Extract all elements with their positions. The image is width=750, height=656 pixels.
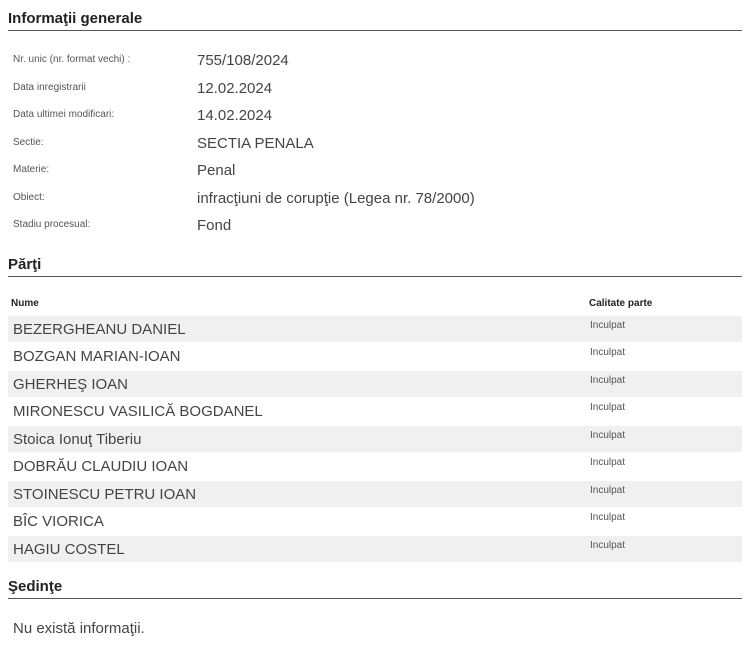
party-role: Inculpat — [590, 540, 626, 551]
party-role: Inculpat — [590, 485, 626, 496]
party-name: BOZGAN MARIAN-IOAN — [13, 348, 181, 365]
table-row — [8, 398, 742, 424]
info-value: SECTIA PENALA — [197, 135, 314, 152]
party-role: Inculpat — [590, 430, 626, 441]
party-name: HAGIU COSTEL — [13, 541, 125, 558]
party-name: STOINESCU PETRU IOAN — [13, 486, 197, 503]
table-row — [8, 371, 742, 397]
party-role: Inculpat — [590, 457, 626, 468]
info-label: Sectie: — [13, 137, 44, 148]
section-title-parties: Părţi — [8, 256, 742, 277]
info-label: Materie: — [13, 164, 50, 175]
party-name: Stoica Ionuţ Tiberiu — [13, 431, 142, 448]
info-value: 12.02.2024 — [197, 80, 273, 97]
party-name: MIRONESCU VASILICĂ BOGDANEL — [13, 403, 263, 420]
table-row — [8, 481, 742, 507]
info-label: Nr. unic (nr. format vechi) : — [13, 54, 131, 65]
party-role: Inculpat — [590, 375, 626, 386]
info-value: infracţiuni de corupţie (Legea nr. 78/2000) — [197, 190, 475, 207]
party-role: Inculpat — [590, 347, 626, 358]
party-name: GHERHEŞ IOAN — [13, 376, 129, 393]
info-value: 755/108/2024 — [197, 52, 289, 69]
info-label: Data inregistrarii — [13, 82, 86, 93]
party-name: BÎC VIORICA — [13, 513, 104, 530]
info-label: Stadiu procesual: — [13, 219, 91, 230]
table-row — [8, 453, 742, 479]
party-role: Inculpat — [590, 320, 626, 331]
column-header-role: Calitate parte — [589, 298, 653, 309]
section-title-hearings: Şedinţe — [8, 578, 742, 599]
column-header-name: Nume — [11, 298, 39, 309]
info-label: Obiect: — [13, 192, 45, 203]
table-row — [8, 426, 742, 452]
info-value: Fond — [197, 217, 232, 234]
info-value: Penal — [197, 162, 236, 179]
party-name: DOBRĂU CLAUDIU IOAN — [13, 458, 189, 475]
section-title-general-info: Informaţii generale — [8, 10, 742, 31]
info-value: 14.02.2024 — [197, 107, 273, 124]
party-name: BEZERGHEANU DANIEL — [13, 321, 186, 338]
party-role: Inculpat — [590, 512, 626, 523]
empty-message: Nu există informaţii. — [13, 620, 145, 637]
party-role: Inculpat — [590, 402, 626, 413]
info-label: Data ultimei modificari: — [13, 109, 115, 120]
table-row — [8, 316, 742, 342]
table-row — [8, 343, 742, 369]
table-row — [8, 508, 742, 534]
table-row — [8, 536, 742, 562]
